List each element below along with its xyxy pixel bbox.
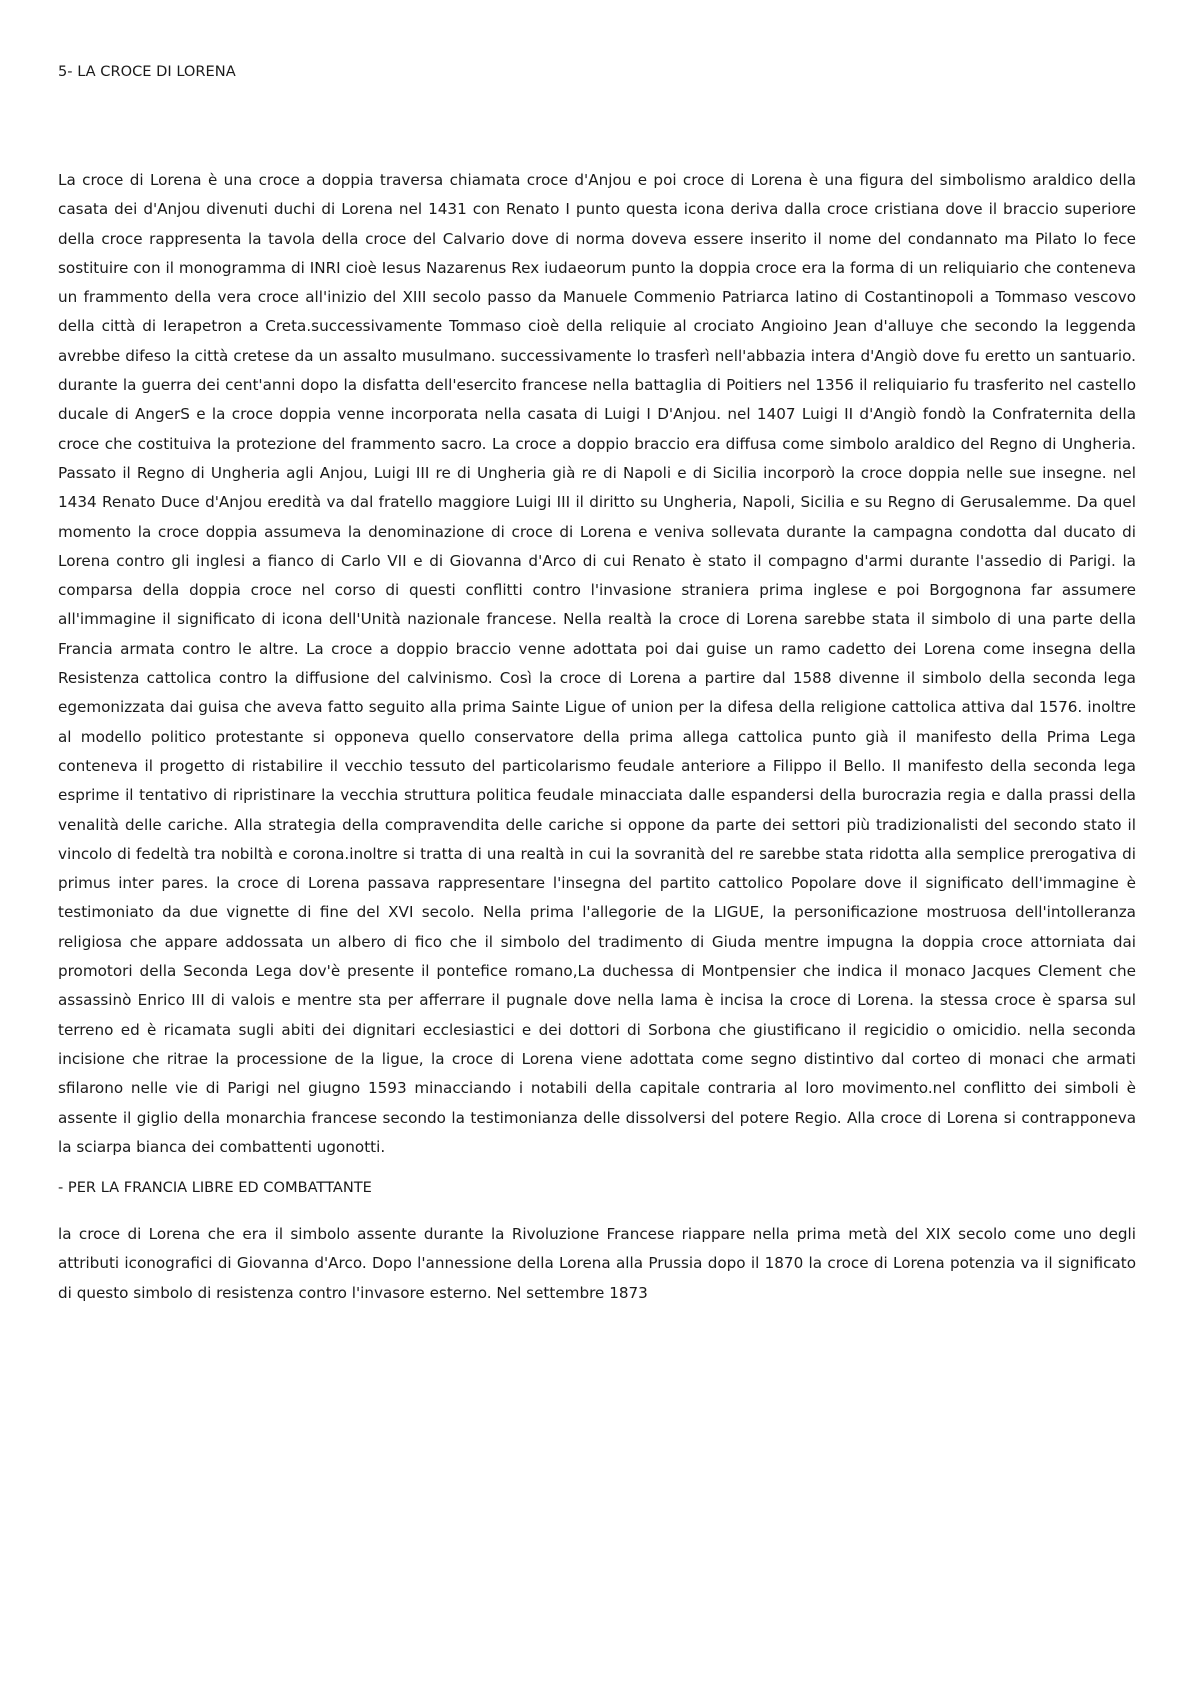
page-title: 5- LA CROCE DI LORENA	[58, 63, 236, 80]
section-heading: - PER LA FRANCIA LIBRE ED COMBATTANTE	[58, 1179, 372, 1197]
body-paragraph-1: La croce di Lorena è una croce a doppia traversa chiamata croce d'Anjou e poi croce di Lorena è una figura del simbolismo araldico della casata dei d'Anjou divenuti duchi di Lorena nel 1431 con Renato I punto questa icona deriva dalla croce cristiana dove il braccio superiore della croce rappresenta la tavola della croce del Calvario dove di norma doveva essere inserito il nome del condannato ma Pilato lo fece sostituire con il monogramma di INRI cioè Iesus Nazarenus Rex iudaeorum punto la doppia croce era la forma di un reliquiario che conteneva un frammento della vera croce all'inizio del XIII secolo passo da Manuele Commenio Patriarca latino di Costantinopoli a Tommaso vescovo della città di Ierapetron a Creta.successivamente Tommaso cioè della reliquie al crociato Angioino Jean d'alluye che secondo la leggenda avrebbe difeso la città cretese da un assalto musulmano. successivamente lo trasferì nell'abbazia intera d'Angiò dove fu eretto un santuario. durante la guerra dei cent'anni dopo la disfatta dell'esercito francese nella battaglia di Poitiers nel 1356 il reliquiario fu trasferito nel castello ducale di AngerS e la croce doppia venne incorporata nella casata di Luigi I D'Anjou. nel 1407 Luigi II d'Angiò fondò la Confraternita della croce che costituiva la protezione del frammento sacro. La croce a doppio braccio era diffusa come simbolo araldico del Regno di Ungheria. Passato il Regno di Ungheria agli Anjou, Luigi III re di Ungheria già re di Napoli e di Sicilia incorporò la croce doppia nelle sue insegne. nel 1434 Renato Duce d'Anjou eredità va dal fratello maggiore Luigi III il diritto su Ungheria, Napoli, Sicilia e su Regno di Gerusalemme. Da quel momento la croce doppia assumeva la denominazione di croce di Lorena e veniva sollevata durante la campagna condotta dal ducato di Lorena contro gli inglesi a fianco di Carlo VII e di Giovanna d'Arco di cui Renato è stato il compagno d'armi durante l'assedio di Parigi. la comparsa della doppia croce nel corso di questi conflitti contro l'invasione straniera prima inglese e poi Borgognona far assumere all'immagine il significato di icona dell'Unità nazionale francese. Nella realtà la croce di Lorena sarebbe stata il simbolo di una parte della Francia armata contro le altre. La croce a doppio braccio venne adottata poi dai guise un ramo cadetto dei Lorena come insegna della Resistenza cattolica contro la diffusione del calvinismo. Così la croce di Lorena a partire dal 1588 divenne il simbolo della seconda lega egemonizzata dai guisa che aveva fatto seguito alla prima Sainte Ligue of union per la difesa della religione cattolica attiva dal 1576. inoltre al modello politico protestante si opponeva quello conservatore della prima allega cattolica punto già il manifesto della Prima Lega conteneva il progetto di ristabilire il vecchio tessuto del particolarismo feudale anteriore a Filippo il Bello. Il manifesto della seconda lega esprime il tentativo di ripristinare la vecchia struttura politica feudale minacciata dalle espandersi della burocrazia regia e dalla prassi della venalità delle cariche. Alla strategia della compravendita delle cariche si oppone da parte dei settori più tradizionalisti del secondo stato il vincolo di fedeltà tra nobiltà e corona.inoltre si tratta di una realtà in cui la sovranità del re sarebbe stata ridotta alla semplice prerogativa di primus inter pares. la croce di Lorena passava rappresentare l'insegna del partito cattolico Popolare dove il significato dell'immagine è testimoniato da due vignette di fine del XVI secolo. Nella prima l'allegorie de la LIGUE, la personificazione mostruosa dell'intolleranza religiosa che appare addossata un albero di fico che il simbolo del tradimento di Giuda mentre impugna la doppia croce attorniata dai promotori della Seconda Lega dov'è presente il pontefice romano,La duchessa di Montpensier che indica il monaco Jacques Clement che assassinò Enrico III di valois e mentre sta per afferrare il pugnale dove nella lama è incisa la croce di Lorena. la stessa croce è sparsa sul terreno ed è ricamata sugli abiti dei dignitari ecclesiastici e dei dottori di Sorbona che giustificano il regicidio o omicidio. nella seconda incisione che ritrae la processione de la ligue, la croce di Lorena viene adottata come segno distintivo dal corteo di monaci che armati sfilarono nelle vie di Parigi nel giugno 1593 minacciando i notabili della capitale contraria al loro movimento.nel conflitto dei simboli è assente il giglio della monarchia francese secondo la testimonianza delle dissolversi del potere Regio. Alla croce di Lorena si contrapponeva la sciarpa bianca dei combattenti ugonotti.	[58, 171, 1136, 1156]
body-paragraph-2: la croce di Lorena che era il simbolo assente durante la Rivoluzione Francese riappare nella prima metà del XIX secolo come uno degli attributi iconografici di Giovanna d'Arco. Dopo l'annessione della Lorena alla Prussia dopo il 1870 la croce di Lorena potenzia va il significato di questo simbolo di resistenza contro l'invasore esterno. Nel settembre 1873	[58, 1225, 1136, 1302]
